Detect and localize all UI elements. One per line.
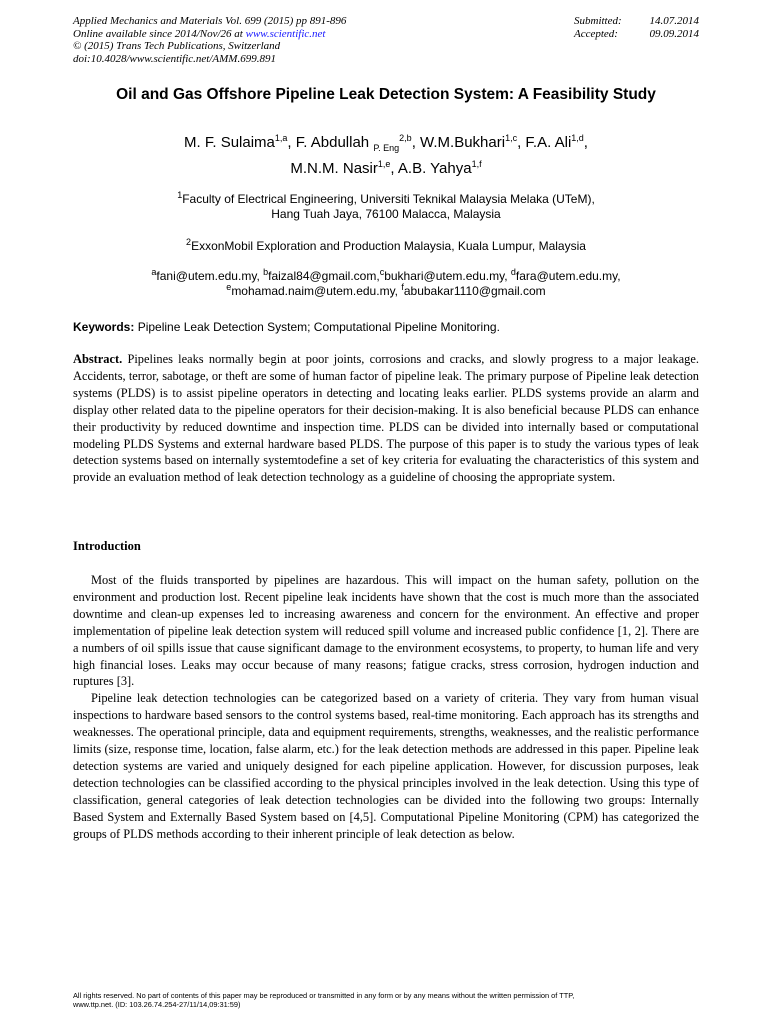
email-sup: c	[379, 267, 385, 277]
author-sup: 1,c	[505, 133, 518, 143]
abstract-text: Pipelines leaks normally begin at poor joints, corrosions and cracks, and slowly progress to a major leakage. Accidents, terror, sabotage, or theft are some of human factor of pipeline leak. The primary purpose of Pipeline leak detection systems (PLDS) is to assist pipeline operators in detecting and locating leaks earlier. PLDS systems provide an alarm and display other related data to the pipeline operators for their decision-making. It is also beneficial because PLDS can enhance their productivity by reduced downtime and inspection time. PLDS can be divided into internally based or computational modeling PLDS Systems and external hardware based PLDS. The purpose of this paper is to study the various types of leak detection systems based on internally systemtodefine a set of key criteria for evaluating the characteristics of this system and provide an evaluation method of leak detection technology as a guideline of choosing the appropriate system.	[73, 352, 699, 485]
author-emails: $^a$fani@utem.edu.my, $^b$faizal84@gmail.com,$^c$bukhari@utem.edu.my, $^d$fara@utem.edu.my, $^e$mohamad.naim@utem.edu.my, $^f$abubakar1110@gmail.com	[151, 267, 621, 298]
submission-dates	[574, 15, 699, 40]
email-address[interactable]: bukhari@utem.edu.my	[384, 269, 505, 283]
author-name: M. F. Sulaima	[184, 134, 275, 151]
introduction-heading: Introduction	[73, 539, 141, 553]
footer-line: www.ttp.net. (ID: 103.26.74.254-27/11/14,09:31:59)	[73, 1000, 241, 1009]
author-name: A.B. Yahya	[397, 160, 472, 177]
author-line-2: M.N.M. Nasir$^{1,e}$, A.B. Yahya$^{1,f}$	[290, 159, 482, 177]
email-address[interactable]: fani@utem.edu.my	[156, 269, 257, 283]
accepted-label: Accepted:	[574, 27, 618, 40]
author-line-1: M. F. Sulaima$^{1,a}$, F. Abdullah $_{P. Eng}^{2,b}$, W.M.Bukhari$^{1,c}$, F.A. Ali$^{1,d}$,	[184, 133, 588, 153]
email-address[interactable]: faizal84@gmail.com	[268, 269, 377, 283]
scientific-net-link[interactable]: www.scientific.net	[245, 27, 326, 40]
doi-line: doi:10.4028/www.scientific.net/AMM.699.891	[73, 52, 276, 65]
email-sup: a	[151, 267, 157, 277]
email-sup: e	[226, 282, 232, 292]
affiliation-2	[70, 239, 702, 254]
affiliation-1	[70, 192, 702, 222]
submitted-row	[574, 15, 699, 28]
accepted-date: 09.09.2014	[649, 27, 699, 40]
author-sup: 1,d	[571, 133, 584, 143]
paragraph: Pipeline leak detection technologies can be categorized based on a variety of criteria. They vary from human visual inspections to hardware based sensors to the control systems based, real-time monitoring. Each approach has its strengths and weaknesses. The operational principle, data and equipment requirements, strengths, weaknesses, and the realistic performance limits (size, response time, location, false alarm, etc.) for the leak detection methods are addressed in this paper. Pipeline leak detection systems are varied and uniquely designed for each pipeline application. However, for discussion purposes, leak detection technologies can be classified according to the physical principles involved in the leak detection. Using this type of classification, general categories of leak detection technologies can be divided into the following two groups: Internally Based System and Externally Based System based on [4,5]. Computational Pipeline Monitoring (CPM) has categorized the groups of PLDS methods according to their inherent principle of leak detection as below.	[73, 691, 699, 841]
author-sub: P. Eng	[373, 143, 400, 153]
email-address[interactable]: abubakar1110@gmail.com	[403, 284, 546, 298]
email-address[interactable]: fara@utem.edu.my	[515, 269, 618, 283]
author-name: F. Abdullah	[295, 134, 370, 151]
author-sup: 1,e	[377, 159, 391, 169]
author-sup: 2,b	[399, 133, 412, 143]
publication-info	[73, 15, 493, 65]
email-sup: b	[263, 267, 269, 277]
submitted-label: Submitted:	[574, 15, 622, 27]
online-availability	[73, 28, 493, 41]
author-name: M.N.M. Nasir	[290, 160, 378, 177]
affiliation-line: Hang Tuah Jaya, 76100 Malacca, Malaysia	[271, 207, 501, 221]
affiliation-line: Faculty of Electrical Engineering, Universiti Teknikal Malaysia Melaka (UTeM),	[182, 192, 595, 206]
submitted-date: 14.07.2014	[649, 15, 699, 27]
email-sup: d	[510, 267, 516, 277]
affiliation-sup: 1	[177, 190, 183, 200]
keywords	[73, 320, 699, 335]
abstract	[73, 351, 699, 486]
email-sup: f	[401, 282, 404, 292]
paper-title: Oil and Gas Offshore Pipeline Leak Detection System: A Feasibility Study	[116, 86, 656, 103]
online-prefix: Online available since 2014/Nov/26 at	[73, 27, 246, 40]
affiliation-sup: 2	[186, 237, 192, 247]
copyright-footer	[73, 991, 699, 1009]
copyright-line: © (2015) Trans Tech Publications, Switzerland	[73, 40, 281, 52]
footer-line: All rights reserved. No part of contents of this paper may be reproduced or transmitted in any form or by any means without the written permission of TTP,	[73, 991, 575, 1000]
paragraph: Most of the fluids transported by pipelines are hazardous. This will impact on the human safety, pollution on the environment and production lost. Recent pipeline leak incidents have shown that the cost is much more than the associated downtime and clean-up expenses led to increasing awareness and concern for the environment. An effective and proper implementation of pipeline leak detection system will reduced spill volume and increased public confidence [1, 2]. There are a numbers of oil spills issue that cause significant damage to the environment ecosystems, to property, to human life and very high financial loses. Leaks may occur because of many reasons; fatigue cracks, stress corrosion, hydrogen induction and ruptures [3].	[73, 573, 699, 689]
keywords-label: Keywords:	[73, 320, 135, 334]
author-name: F.A. Ali	[525, 134, 572, 151]
author-name: W.M.Bukhari	[420, 134, 506, 151]
email-address[interactable]: mohamad.naim@utem.edu.my	[231, 284, 395, 298]
author-list	[70, 130, 702, 182]
affiliation-line: ExxonMobil Exploration and Production Malaysia, Kuala Lumpur, Malaysia	[191, 239, 586, 253]
accepted-row	[574, 28, 699, 41]
author-sup: 1,f	[471, 159, 482, 169]
author-sup: 1,a	[274, 133, 288, 143]
journal-citation: Applied Mechanics and Materials Vol. 699 (2015) pp 891-896	[73, 15, 347, 27]
keywords-text: Pipeline Leak Detection System; Computational Pipeline Monitoring.	[137, 320, 500, 334]
abstract-label: Abstract.	[73, 352, 123, 366]
introduction-body	[73, 572, 699, 843]
